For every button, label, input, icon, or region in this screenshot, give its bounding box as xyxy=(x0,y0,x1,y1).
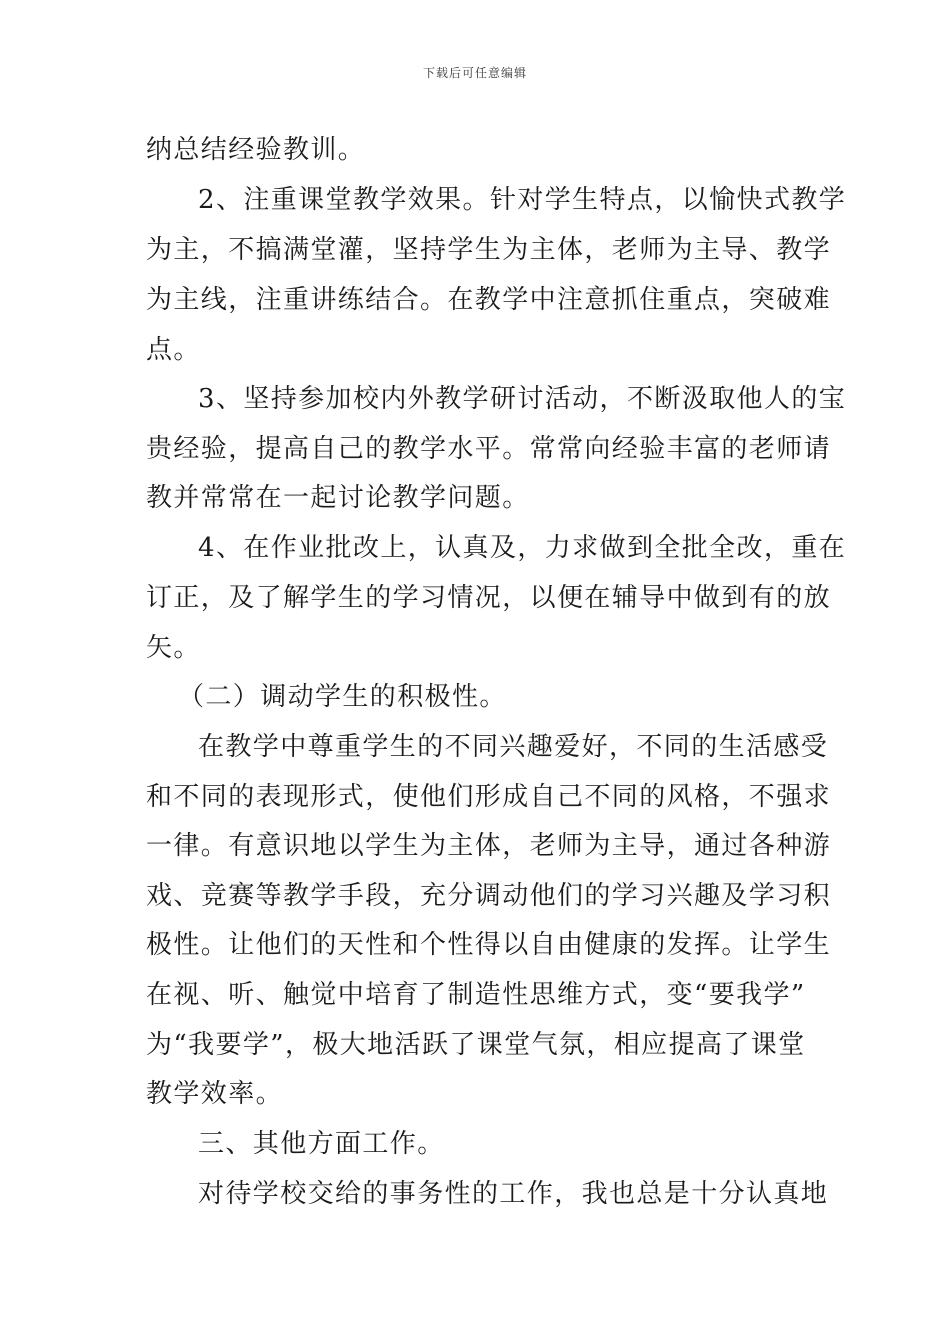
text-line: 教学效率。 xyxy=(146,1079,284,1109)
header-note: 下载后可任意编辑 xyxy=(422,66,527,80)
text-line: 纳总结经验教训。 xyxy=(146,135,366,165)
text-line: 4、在作业批改上，认真及，力求做到全批全改，重在 xyxy=(198,533,847,563)
text-line: 教并常常在一起讨论教学问题。 xyxy=(146,483,530,513)
text-line: 戏、竞赛等教学手段，充分调动他们的学习兴趣及学习积 xyxy=(146,881,832,911)
text-line: 在视、听、触觉中培育了制造性思维方式，变“要我学” xyxy=(146,980,806,1010)
text-line: 一律。有意识地以学生为主体，老师为主导，通过各种游 xyxy=(146,831,832,861)
text-line: 极性。让他们的天性和个性得以自由健康的发挥。让学生 xyxy=(146,930,832,960)
text-line: 为主线，注重讲练结合。在教学中注意抓住重点，突破难 xyxy=(146,285,832,315)
text-line: （二）调动学生的积极性。 xyxy=(178,682,507,712)
text-line: 点。 xyxy=(146,335,201,365)
text-line: 为“我要学”，极大地活跃了课堂气氛，相应提高了课堂 xyxy=(146,1030,806,1060)
text-line: 2、注重课堂教学效果。针对学生特点，以愉快式教学 xyxy=(198,185,847,215)
text-line: 订正，及了解学生的学习情况，以便在辅导中做到有的放 xyxy=(146,583,832,613)
text-line: 矢。 xyxy=(146,633,201,663)
text-line: 为主，不搞满堂灌，坚持学生为主体，老师为主导、教学 xyxy=(146,235,832,265)
text-line: 贵经验，提高自己的教学水平。常常向经验丰富的老师请 xyxy=(146,434,832,464)
text-line: 3、坚持参加校内外教学研讨活动，不断汲取他人的宝 xyxy=(198,384,847,414)
text-line: 对待学校交给的事务性的工作，我也总是十分认真地 xyxy=(198,1179,829,1209)
text-line: 和不同的表现形式，使他们形成自己不同的风格，不强求 xyxy=(146,782,832,812)
text-line: 在教学中尊重学生的不同兴趣爱好，不同的生活感受 xyxy=(198,732,829,762)
text-line: 三、其他方面工作。 xyxy=(198,1129,445,1159)
